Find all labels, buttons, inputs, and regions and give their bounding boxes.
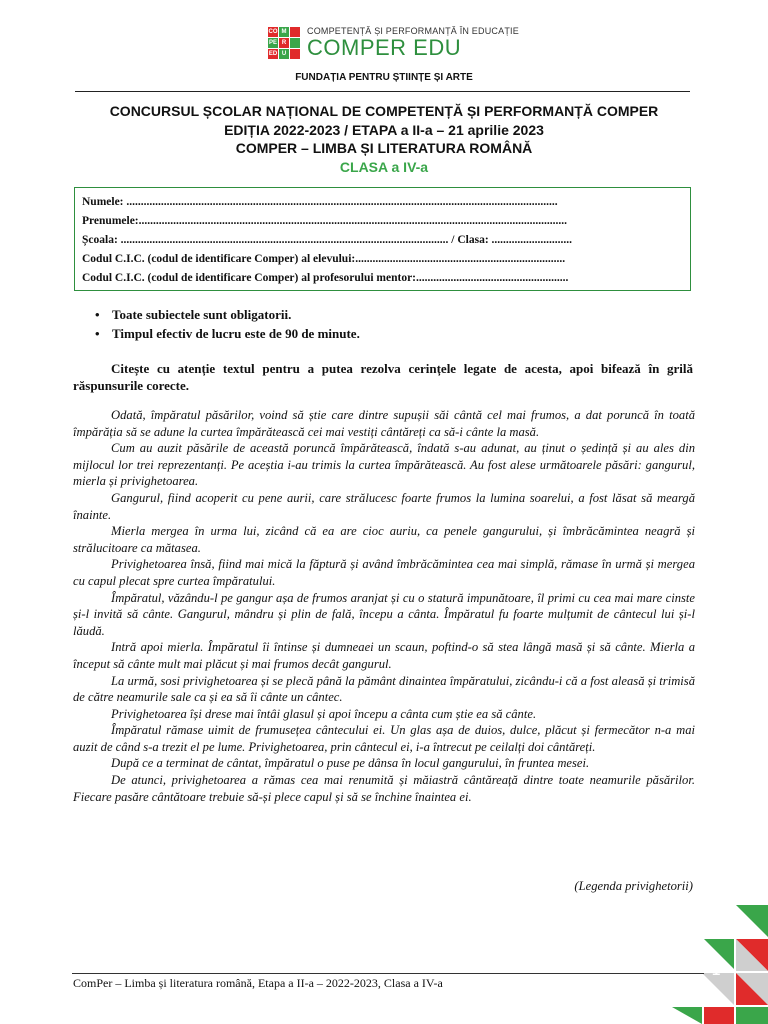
logo-cell: R [279, 38, 289, 48]
logo-name: COMPER EDU [307, 35, 462, 60]
story-paragraph: Cum au auzit păsările de această poruncă împărătească, îndată s-au adunat, au ținut o ședință și au ales din mijlocul lor trei reprezentanți. Pe aceștia i-au trimis la curtea împărătească. Au fost alese următoarele păsări: gangurul, mierla și privighetoarea. [73, 441, 695, 489]
subject-line: COMPER – LIMBA ȘI LITERATURA ROMÂNĂ [235, 140, 533, 156]
logo-cell: ED [268, 51, 278, 57]
rule-bullet: • Timpul efectiv de lucru este de 90 de minute. [112, 326, 360, 342]
rule-bullet: • Toate subiectele sunt obligatorii. [112, 307, 291, 323]
page-number: 1 [711, 962, 721, 979]
corner-triangle-green [672, 1007, 702, 1024]
story-paragraph: Împăratul, văzându-l pe gangur așa de frumos aranjat și cu o statură impunătoare, îl primi cu cea mai mare cinste și-l invită să cânte. Gangurul, mândru și plin de fală, începu a cânta. Împăratul fu foarte mulțumit de cântecul lui și-l lăudă. [73, 590, 695, 638]
story-paragraph: După ce a terminat de cântat, împăratul o puse pe dânsa în locul gangurului, în fruntea mesei. [111, 756, 590, 771]
story-source: (Legenda privighetorii) [574, 879, 693, 893]
header-divider [75, 91, 690, 92]
story-paragraph: Împăratul rămase uimit de frumusețea cântecului ei. Un glas așa de duios, dulce, plăcut și fermecător n-a mai auzit de când s-a trezit el pe lume. Privighetoarea, prin cântecul ei, i-a întrecut pe ceilalți doi cântăreți. [73, 723, 695, 754]
contest-title: CONCURSUL ȘCOLAR NAȚIONAL DE COMPETENȚĂ ȘI PERFORMANȚĂ COMPER [109, 103, 659, 119]
edition-line: EDIȚIA 2022-2023 / ETAPA a II-a – 21 aprilie 2023 [224, 122, 544, 138]
student-cic-field[interactable]: Codul C.I.C. (codul de identificare Comper) al elevului:......................................................................... [82, 253, 566, 265]
comper-logo [268, 26, 519, 60]
story-paragraph: Intră apoi mierla. Împăratul îi întinse și dumneaei un scaun, poftind-o să stea lângă masă și să cânte. Mierla a început să cânte mult mai plăcut și mai frumos decât gangurul. [73, 640, 695, 671]
story-text [73, 407, 695, 805]
foundation-name: FUNDAȚIA PENTRU ȘTIINȚE ȘI ARTE [295, 72, 473, 83]
story-paragraph: Privighetoarea însă, fiind mai mică la făptură și având îmbrăcămintea cea mai simplă, rămase în urmă și mergea cu capul plecat spre curtea împăratului. [73, 557, 695, 588]
corner-block-green [736, 1007, 768, 1024]
corner-block-red [704, 1007, 734, 1024]
logo-cell: PE [268, 40, 277, 46]
surname-field[interactable]: Prenumele:..................................................................................................................................................... [82, 215, 568, 227]
footer-divider [72, 973, 704, 974]
reading-instruction: Citește cu atenție textul pentru a putea rezolva cerințele legate de acesta, apoi bifează în grilă răspunsurile corecte. [73, 361, 693, 393]
logo-cell [290, 49, 300, 59]
story-paragraph: Odată, împăratul păsărilor, voind să știe care dintre supușii săi cântă cel mai frumos, a dat poruncă în toată împărăția să se adune la curtea împărătească cei mai vestiți cântăreți ca să-i cânte la masă. [73, 408, 695, 439]
logo-cell: M [279, 27, 289, 37]
mentor-cic-field[interactable]: Codul C.I.C. (codul de identificare Comper) al profesorului mentor:..................................................... [82, 272, 569, 284]
school-class-field[interactable]: Școala: .................................................................................................................. / Clasa: ............................ [82, 234, 573, 246]
story-paragraph: Mierla mergea în urma lui, zicând că ea are cioc auriu, ca penele gangurului, și îmbrăcămintea neagră și strălucitoare ca mătasea. [73, 524, 695, 555]
logo-cell: U [279, 49, 289, 59]
logo-cell: CO [268, 29, 278, 35]
logo-mark [268, 27, 300, 59]
name-field[interactable]: Numele: ...................................................................................................................................................... [82, 196, 558, 208]
story-paragraph: Privighetoarea își drese mai întâi glasul și apoi începu a cânta cum știe ea să cânte. [111, 706, 537, 721]
logo-cell [290, 38, 300, 48]
logo-cell [290, 27, 300, 37]
logo-tagline: COMPETENȚĂ ȘI PERFORMANȚĂ ÎN EDUCAȚIE [307, 26, 519, 36]
corner-triangle-green [736, 905, 768, 937]
page-footer: ComPer – Limba și literatura română, Etapa a II-a – 2022-2023, Clasa a IV-a [73, 976, 443, 990]
grade-line: CLASA a IV-a [339, 159, 429, 175]
story-paragraph: Gangurul, fiind acoperit cu pene aurii, care strălucesc foarte frumos la lumina soarelui, a fost lăsat să meargă înainte. [73, 490, 695, 522]
story-paragraph: De atunci, privighetoarea a rămas cea mai renumită și măiastră cântăreață dintre toate neamurile păsărilor. Fiecare pasăre cântătoare trebuie să-și plece capul și să se închine înaintea ei. [73, 773, 695, 804]
story-paragraph: La urmă, sosi privighetoarea și se plecă până la pământ dinaintea împăratului, zicându-i că a fost aleasă și trimisă de către neamurile sale ca și ea să îi cânte un cântec. [73, 673, 695, 705]
